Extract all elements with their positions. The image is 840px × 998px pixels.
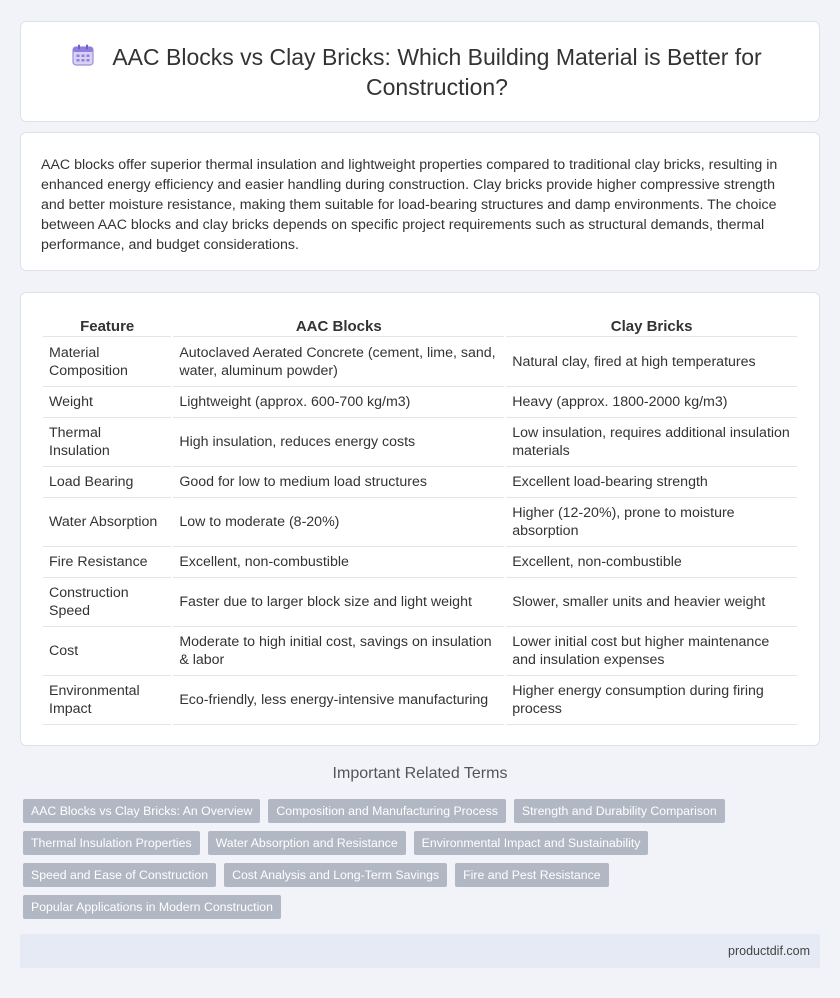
feature-cell: Cost (43, 627, 171, 676)
related-tag[interactable]: Strength and Durability Comparison (514, 799, 725, 823)
header-aac-blocks: AAC Blocks (173, 313, 504, 337)
aac-cell: High insulation, reduces energy costs (173, 418, 504, 467)
table-row (43, 578, 797, 627)
feature-cell: Thermal Insulation (43, 418, 171, 467)
related-tag[interactable]: Popular Applications in Modern Construction (23, 895, 281, 919)
aac-cell: Faster due to larger block size and light weight (173, 578, 504, 627)
feature-cell: Fire Resistance (43, 547, 171, 578)
table-row (43, 676, 797, 725)
feature-cell: Load Bearing (43, 467, 171, 498)
header-feature: Feature (43, 313, 171, 337)
related-tag[interactable]: Thermal Insulation Properties (23, 831, 200, 855)
page-title: AAC Blocks vs Clay Bricks: Which Building Material is Better for Construction? (112, 43, 762, 100)
related-tag[interactable]: Composition and Manufacturing Process (268, 799, 505, 823)
table-row (43, 337, 797, 387)
header-clay-bricks: Clay Bricks (506, 313, 797, 337)
clay-cell: Higher energy consumption during firing process (506, 676, 797, 725)
table-row (43, 627, 797, 676)
feature-cell: Material Composition (43, 337, 171, 387)
intro-card (20, 132, 820, 271)
clay-cell: Lower initial cost but higher maintenance and insulation expenses (506, 627, 797, 676)
calendar-icon (70, 42, 100, 73)
related-tags (23, 799, 813, 919)
clay-cell: Low insulation, requires additional insulation materials (506, 418, 797, 467)
related-tag[interactable]: Speed and Ease of Construction (23, 863, 216, 887)
aac-cell: Eco-friendly, less energy-intensive manufacturing (173, 676, 504, 725)
table-row (43, 467, 797, 498)
table-row (43, 387, 797, 418)
feature-cell: Construction Speed (43, 578, 171, 627)
aac-cell: Moderate to high initial cost, savings on insulation & labor (173, 627, 504, 676)
table-header-row (43, 313, 797, 337)
clay-cell: Excellent, non-combustible (506, 547, 797, 578)
clay-cell: Natural clay, fired at high temperatures (506, 337, 797, 387)
aac-cell: Low to moderate (8-20%) (173, 498, 504, 547)
clay-cell: Heavy (approx. 1800-2000 kg/m3) (506, 387, 797, 418)
aac-cell: Lightweight (approx. 600-700 kg/m3) (173, 387, 504, 418)
aac-cell: Good for low to medium load structures (173, 467, 504, 498)
comparison-table (41, 313, 799, 725)
clay-cell: Higher (12-20%), prone to moisture absorption (506, 498, 797, 547)
related-tag[interactable]: Environmental Impact and Sustainability (414, 831, 649, 855)
aac-cell: Autoclaved Aerated Concrete (cement, lime, sand, water, aluminum powder) (173, 337, 504, 387)
table-row (43, 547, 797, 578)
aac-cell: Excellent, non-combustible (173, 547, 504, 578)
table-row (43, 418, 797, 467)
clay-cell: Slower, smaller units and heavier weight (506, 578, 797, 627)
related-tag[interactable]: AAC Blocks vs Clay Bricks: An Overview (23, 799, 260, 823)
feature-cell: Water Absorption (43, 498, 171, 547)
related-tag[interactable]: Water Absorption and Resistance (208, 831, 406, 855)
feature-cell: Weight (43, 387, 171, 418)
footer (20, 934, 820, 968)
feature-cell: Environmental Impact (43, 676, 171, 725)
footer-site[interactable]: productdif.com (728, 944, 810, 958)
related-tag[interactable]: Cost Analysis and Long-Term Savings (224, 863, 447, 887)
clay-cell: Excellent load-bearing strength (506, 467, 797, 498)
intro-text: AAC blocks offer superior thermal insulation and lightweight properties compared to traditional clay bricks, resulting in enhanced energy efficiency and easier handling during construction. Clay bricks provide higher compressive strength and better moisture resistance, making them suitable for load-bearing structures and damp environments. The choice between AAC blocks and clay bricks depends on specific project requirements such as structural demands, thermal performance, and budget considerations. (41, 157, 778, 253)
related-tag[interactable]: Fire and Pest Resistance (455, 863, 608, 887)
title-card (20, 21, 820, 122)
table-row (43, 498, 797, 547)
related-terms-title: Important Related Terms (332, 765, 508, 782)
comparison-card (20, 292, 820, 746)
